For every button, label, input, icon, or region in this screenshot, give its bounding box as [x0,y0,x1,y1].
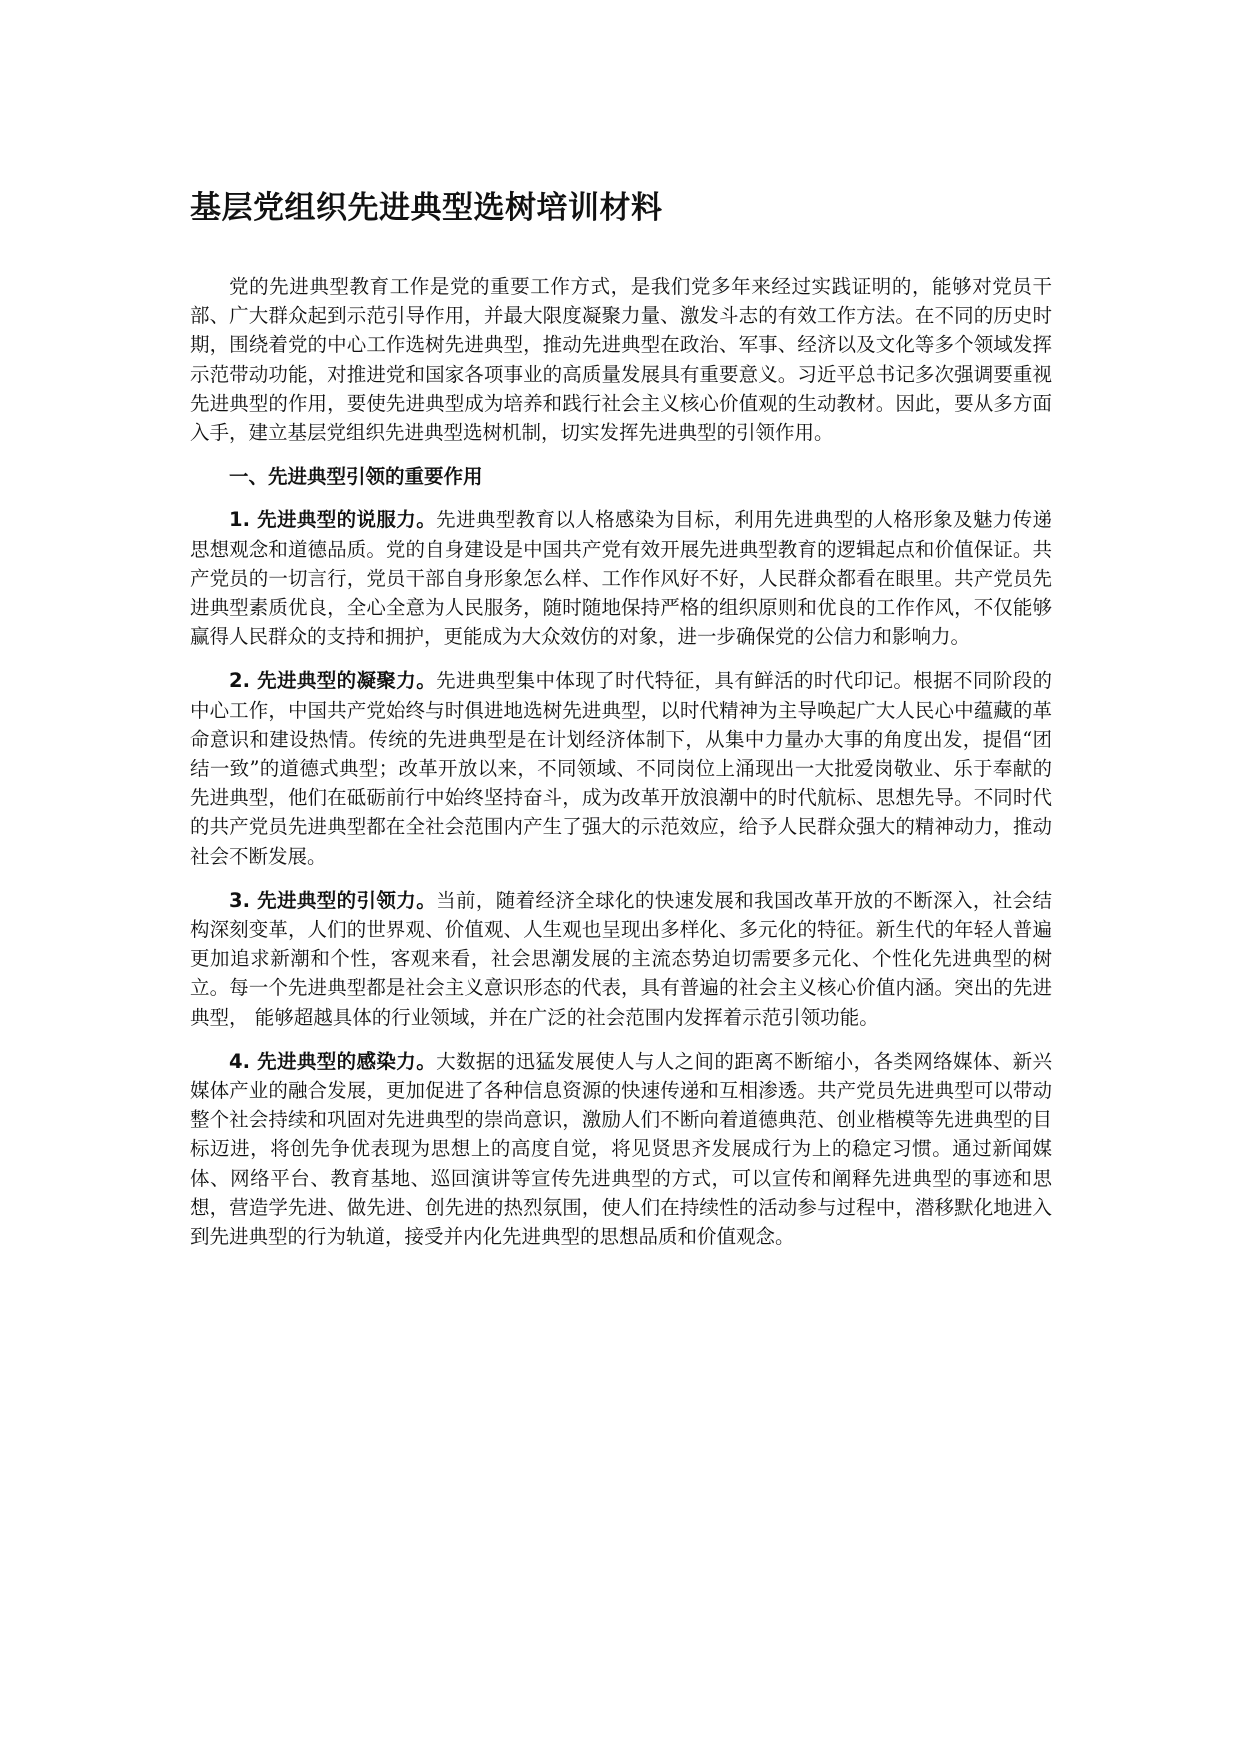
document-body [190,188,1052,1266]
point-text-2: 先进典型集中体现了时代特征，具有鲜活的时代印记。根据不同阶段的中心工作，中国共产党始终与时俱进地选树先进典型，以时代精神为主导唤起广大人民心中蕴藏的革命意识和建设热情。传统的先进典型是在计划经济体制下，从集中力量办大事的角度出发，提倡“团结一致”的道德式典型；改革开放以来，不同领域、不同岗位上涌现出一大批爱岗敬业、乐于奉献的先进典型，他们在砥砺前行中始终坚持奋斗，成为改革开放浪潮中的时代航标、思想先导。不同时代的共产党员先进典型都在全社会范围内产生了强大的示范效应，给予人民群众强大的精神动力，推动社会不断发展。 [190,669,1052,868]
point-text-1: 先进典型教育以人格感染为目标，利用先进典型的人格形象及魅力传递思想观念和道德品质。党的自身建设是中国共产党有效开展先进典型教育的逻辑起点和价值保证。共产党员的一切言行，党员干部自身形象怎么样、工作作风好不好，人民群众都看在眼里。共产党员先进典型素质优良，全心全意为人民服务，随时随地保持严格的组织原则和优良的工作作风，不仅能够赢得人民群众的支持和拥护，更能成为大众效仿的对象，进一步确保党的公信力和影响力。 [190,508,1052,649]
point-text-4: 大数据的迅猛发展使人与人之间的距离不断缩小，各类网络媒体、新兴媒体产业的融合发展，更加促进了各种信息资源的快速传递和互相渗透。共产党员先进典型可以带动整个社会持续和巩固对先进典型的崇尚意识，激励人们不断向着道德典范、创业楷模等先进典型的目标迈进，将创先争优表现为思想上的高度自觉，将见贤思齐发展成行为上的稳定习惯。通过新闻媒体、网络平台、教育基地、巡回演讲等宣传先进典型的方式，可以宣传和阐释先进典型的事迹和思想，营造学先进、做先进、创先进的热烈氛围，使人们在持续性的活动参与过程中，潜移默化地进入到先进典型的行为轨道，接受并内化先进典型的思想品质和价值观念。 [190,1049,1052,1249]
point-lead-2: 2. 先进典型的凝聚力。 [229,669,437,693]
point-paragraph-3 [190,886,1052,1032]
point-lead-1: 1. 先进典型的说服力。 [229,508,437,532]
point-text-3: 当前，随着经济全球化的快速发展和我国改革开放的不断深入，社会结构深刻变革，人们的世界观、价值观、人生观也呈现出多样化、多元化的特征。新生代的年轻人普遍更加追求新潮和个性，客观来看，社会思潮发展的主流态势迫切需要多元化、个性化先进典型的树立。每一个先进典型都是社会主义意识形态的代表，具有普遍的社会主义核心价值内涵。突出的先进典型， 能够超越具体的行业领域，并在广泛的社会范围内发挥着示范引领功能。 [190,888,1052,1029]
point-paragraph-4 [190,1047,1052,1251]
document-title: 基层党组织先进典型选树培训材料 [190,190,663,226]
point-paragraph-1 [190,505,1052,651]
point-lead-3: 3. 先进典型的引领力。 [229,888,437,912]
section-heading: 一、先进典型引领的重要作用 [229,465,483,489]
intro-paragraph: 党的先进典型教育工作是党的重要工作方式，是我们党多年来经过实践证明的，能够对党员干部、广大群众起到示范引导作用，并最大限度凝聚力量、激发斗志的有效工作方法。在不同的历史时期，围绕着党的中心工作选树先进典型，推动先进典型在政治、军事、经济以及文化等多个领域发挥示范带动功能，对推进党和国家各项事业的高质量发展具有重要意义。习近平总书记多次强调要重视先进典型的作用，要使先进典型成为培养和践行社会主义核心价值观的生动教材。因此，要从多方面入手，建立基层党组织先进典型选树机制，切实发挥先进典型的引领作用。 [190,275,1052,445]
point-paragraph-2 [190,666,1052,870]
point-lead-4: 4. 先进典型的感染力。 [229,1049,437,1073]
